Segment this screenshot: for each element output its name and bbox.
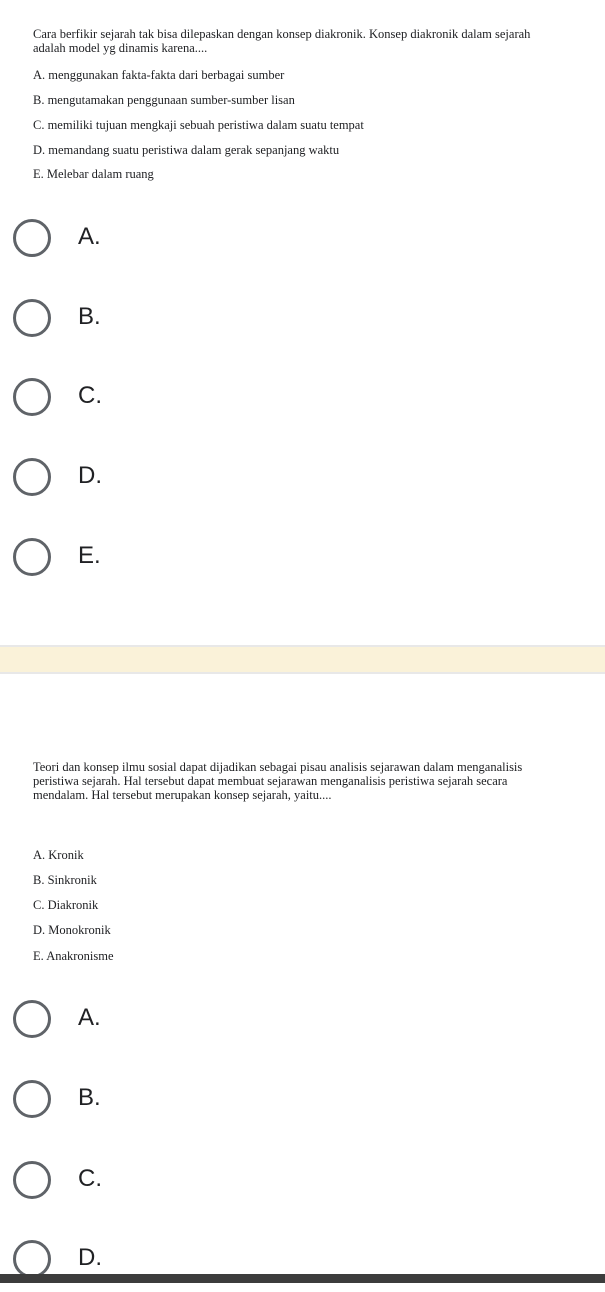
- radio-button-b[interactable]: [13, 299, 51, 337]
- option-text-a: A. menggunakan fakta-fakta dari berbagai sumber: [33, 68, 285, 82]
- radio-button-a[interactable]: [13, 219, 51, 257]
- choice-d[interactable]: [0, 1240, 605, 1292]
- radio-button-d[interactable]: [13, 458, 51, 496]
- choice-label-c: C.: [78, 382, 102, 409]
- option-text-c: C. memiliki tujuan mengkaji sebuah peristiwa dalam suatu tempat: [33, 118, 364, 132]
- question-prompt: Cara berfikir sejarah tak bisa dilepaskan dengan konsep diakronik. Konsep diakronik dalam sejarah adalah model yg dinamis karena....: [33, 27, 531, 55]
- section-banner: [0, 647, 605, 672]
- choice-a[interactable]: [0, 1000, 605, 1052]
- option-text-c: C. Diakronik: [33, 898, 99, 912]
- radio-button-c[interactable]: [13, 378, 51, 416]
- choice-label-d: D.: [78, 462, 102, 489]
- choice-d[interactable]: [0, 458, 605, 510]
- choice-a[interactable]: [0, 219, 605, 271]
- question-prompt: Teori dan konsep ilmu sosial dapat dijadikan sebagai pisau analisis sejarawan dalam menganalisis peristiwa sejarah. Hal tersebut dapat membuat sejarawan menganalisis peristiwa sejarah secara mendalam. Hal tersebut merupakan konsep sejarah, yaitu....: [33, 760, 523, 802]
- option-text-e: E. Anakronisme: [33, 949, 114, 963]
- option-text-b: B. Sinkronik: [33, 873, 97, 887]
- radio-button-e[interactable]: [13, 538, 51, 576]
- option-text-d: D. memandang suatu peristiwa dalam gerak sepanjang waktu: [33, 143, 340, 157]
- choice-label-e: E.: [78, 542, 101, 569]
- bottom-edge-bar: [0, 1274, 605, 1283]
- option-text-e: E. Melebar dalam ruang: [33, 167, 154, 181]
- radio-button-b[interactable]: [13, 1080, 51, 1118]
- choice-label-d: D.: [78, 1244, 102, 1271]
- radio-button-d[interactable]: [13, 1240, 51, 1278]
- choice-b[interactable]: [0, 299, 605, 351]
- radio-button-a[interactable]: [13, 1000, 51, 1038]
- option-text-b: B. mengutamakan penggunaan sumber-sumber lisan: [33, 93, 295, 107]
- choice-label-a: A.: [78, 223, 101, 250]
- choice-b[interactable]: [0, 1080, 605, 1132]
- option-text-d: D. Monokronik: [33, 923, 111, 937]
- choice-label-a: A.: [78, 1004, 101, 1031]
- choice-c[interactable]: [0, 1161, 605, 1213]
- radio-button-c[interactable]: [13, 1161, 51, 1199]
- choice-label-c: C.: [78, 1165, 102, 1192]
- choice-e[interactable]: [0, 538, 605, 590]
- choice-c[interactable]: [0, 378, 605, 430]
- option-text-a: A. Kronik: [33, 848, 84, 862]
- choice-label-b: B.: [78, 303, 101, 330]
- choice-label-b: B.: [78, 1084, 101, 1111]
- card-divider-bottom: [0, 672, 605, 674]
